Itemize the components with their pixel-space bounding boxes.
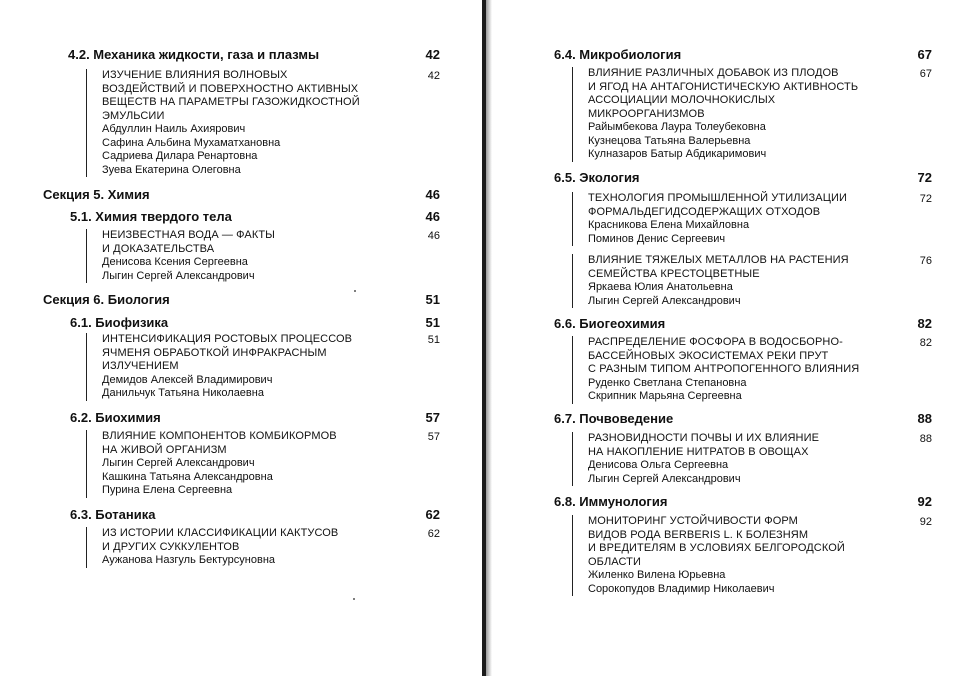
toc-entry: [572, 254, 849, 308]
entry-page-number: 67: [919, 68, 932, 80]
entry-title-line: ЭМУЛЬСИИ: [102, 109, 165, 122]
entry-author: Красникова Елена Михайловна: [588, 219, 750, 231]
toc-heading: 6.6. Биогеохимия: [554, 316, 666, 331]
entry-title-line: ВОЗДЕЙСТВИЙ И ПОВЕРХНОСТНО АКТИВНЫХ: [102, 82, 359, 95]
toc-heading-page: 72: [917, 170, 932, 185]
entry-author: Аужанова Назгуль Бектурсуновна: [102, 554, 276, 566]
toc-heading-page: 51: [425, 315, 440, 330]
toc-entry: [86, 69, 360, 177]
entry-page-number: 72: [919, 193, 932, 205]
entry-author: Пурина Елена Сергеевна: [102, 484, 233, 496]
entry-title-line: МОНИТОРИНГ УСТОЙЧИВОСТИ ФОРМ: [588, 515, 798, 527]
entry-title-line: НЕИЗВЕСТНАЯ ВОДА — ФАКТЫ: [102, 229, 275, 241]
toc-heading-page: 42: [425, 47, 440, 62]
toc-heading: 6.3. Ботаника: [70, 507, 156, 522]
entry-page-number: 76: [919, 255, 932, 267]
toc-heading-page: 67: [917, 47, 932, 62]
entry-title-line: НА НАКОПЛЕНИЕ НИТРАТОВ В ОВОЩАХ: [588, 445, 809, 458]
entry-title-line: И ДОКАЗАТЕЛЬСТВА: [102, 242, 215, 255]
entry-author: Райымбекова Лаура Толеубековна: [588, 121, 766, 133]
right-page: [492, 0, 968, 676]
toc-heading: 6.4. Микробиология: [554, 47, 682, 62]
entry-title-line: И ВРЕДИТЕЛЯМ В УСЛОВИЯХ БЕЛГОРОДСКОЙ: [588, 542, 845, 554]
entry-page-number: 82: [919, 337, 932, 349]
toc-heading-page: 57: [425, 410, 440, 425]
toc-entry: [86, 333, 352, 401]
toc-heading: Секция 6. Биология: [43, 292, 170, 307]
entry-author: Данильчук Татьяна Николаевна: [102, 387, 264, 399]
entry-author: Лыгин Сергей Александрович: [588, 294, 741, 307]
toc-entry: [572, 192, 847, 246]
entry-page-number: 51: [427, 334, 440, 346]
toc-heading-page: 92: [917, 494, 932, 509]
entry-author: Скрипник Марьяна Сергеевна: [588, 390, 742, 402]
entry-title-line: ИЗУЧЕНИЕ ВЛИЯНИЯ ВОЛНОВЫХ: [102, 69, 288, 81]
entry-title-line: ЯЧМЕНЯ ОБРАБОТКОЙ ИНФРАКРАСНЫМ: [102, 346, 327, 359]
entry-page-number: 57: [427, 431, 440, 443]
toc-heading: 4.2. Механика жидкости, газа и плазмы: [68, 47, 320, 62]
entry-title-line: РАСПРЕДЕЛЕНИЕ ФОСФОРА В ВОДОСБОРНО-: [588, 336, 843, 348]
entry-author: Сафина Альбина Мухаматхановна: [102, 136, 281, 149]
toc-entry: [572, 336, 859, 404]
entry-title-line: С РАЗНЫМ ТИПОМ АНТРОПОГЕННОГО ВЛИЯНИЯ: [588, 363, 860, 375]
toc-heading-page: 46: [425, 187, 440, 202]
scan-speck: [354, 290, 356, 292]
entry-author: Денисова Ольга Сергеевна: [588, 459, 729, 471]
entry-title-line: И ДРУГИХ СУККУЛЕНТОВ: [102, 540, 240, 553]
entry-author: Абдуллин Наиль Ахиярович: [102, 123, 246, 135]
left-page: [0, 0, 480, 676]
entry-author: Денисова Ксения Сергеевна: [102, 256, 248, 268]
entry-title-line: ВИДОВ РОДА BERBERIS L. К БОЛЕЗНЯМ: [588, 528, 809, 541]
entry-title-line: ИНТЕНСИФИКАЦИЯ РОСТОВЫХ ПРОЦЕССОВ: [102, 333, 353, 345]
toc-heading: 6.5. Экология: [554, 170, 640, 185]
toc-entry: [86, 527, 338, 568]
entry-author: Демидов Алексей Владимирович: [102, 373, 273, 386]
entry-author: Сорокопудов Владимир Николаевич: [588, 582, 775, 595]
entry-author: Кузнецова Татьяна Валерьевна: [588, 134, 751, 147]
toc-entry: [572, 432, 819, 486]
toc-heading-page: 82: [917, 316, 932, 331]
entry-title-line: БАССЕЙНОВЫХ ЭКОСИСТЕМАХ РЕКИ ПРУТ: [588, 349, 829, 362]
entry-title-line: ИЗЛУЧЕНИЕМ: [102, 360, 179, 372]
toc-heading-page: 46: [425, 209, 440, 224]
scan-speck: [353, 598, 355, 600]
toc-heading: 6.7. Почвоведение: [554, 411, 674, 426]
toc-heading: Секция 5. Химия: [43, 187, 150, 202]
entry-page-number: 46: [427, 230, 440, 242]
entry-author: Лыгин Сергей Александрович: [588, 472, 741, 485]
entry-title-line: НА ЖИВОЙ ОРГАНИЗМ: [102, 443, 227, 456]
entry-title-line: ФОРМАЛЬДЕГИДСОДЕРЖАЩИХ ОТХОДОВ: [588, 205, 821, 218]
entry-author: Лыгин Сергей Александрович: [102, 457, 255, 469]
toc-entry: [86, 430, 337, 498]
entry-author: Жиленко Вилена Юрьевна: [588, 569, 726, 581]
entry-title-line: АССОЦИАЦИИ МОЛОЧНОКИСЛЫХ: [588, 94, 776, 106]
entry-page-number: 88: [919, 433, 932, 445]
entry-author: Кулназаров Батыр Абдикаримович: [588, 148, 767, 160]
entry-author: Яркаева Юлия Анатольевна: [588, 281, 733, 293]
entry-author: Руденко Светлана Степановна: [588, 376, 747, 389]
entry-author: Зуева Екатерина Олеговна: [102, 163, 241, 176]
entry-title-line: ИЗ ИСТОРИИ КЛАССИФИКАЦИИ КАКТУСОВ: [102, 527, 339, 539]
entry-title-line: МИКРООРГАНИЗМОВ: [588, 107, 705, 120]
entry-title-line: ОБЛАСТИ: [588, 555, 641, 568]
entry-title-line: ВЛИЯНИЕ РАЗЛИЧНЫХ ДОБАВОК ИЗ ПЛОДОВ: [588, 67, 839, 79]
toc-entry: [572, 515, 845, 596]
toc-heading: 5.1. Химия твердого тела: [70, 209, 232, 224]
entry-page-number: 42: [427, 70, 440, 82]
entry-author: Садриева Дилара Ренартовна: [102, 150, 258, 162]
entry-author: Лыгин Сергей Александрович: [102, 269, 255, 282]
entry-author: Кашкина Татьяна Александровна: [102, 470, 273, 483]
toc-heading: 6.1. Биофизика: [70, 315, 169, 330]
entry-title-line: СЕМЕЙСТВА КРЕСТОЦВЕТНЫЕ: [588, 267, 760, 280]
toc-entry: [572, 67, 858, 162]
toc-heading: 6.2. Биохимия: [70, 410, 161, 425]
toc-heading-page: 88: [917, 411, 932, 426]
entry-author: Поминов Денис Сергеевич: [588, 232, 726, 245]
entry-title-line: ТЕХНОЛОГИЯ ПРОМЫШЛЕННОЙ УТИЛИЗАЦИИ: [588, 192, 847, 204]
entry-title-line: РАЗНОВИДНОСТИ ПОЧВЫ И ИХ ВЛИЯНИЕ: [588, 432, 820, 444]
entry-title-line: ВЛИЯНИЕ ТЯЖЕЛЫХ МЕТАЛЛОВ НА РАСТЕНИЯ: [588, 254, 849, 266]
entry-title-line: ВЕЩЕСТВ НА ПАРАМЕТРЫ ГАЗОЖИДКОСТНОЙ: [102, 96, 360, 108]
entry-page-number: 62: [427, 528, 440, 540]
toc-heading-page: 51: [425, 292, 440, 307]
toc-entry: [86, 229, 275, 283]
toc-heading: 6.8. Иммунология: [554, 494, 668, 509]
toc-heading-page: 62: [425, 507, 440, 522]
entry-page-number: 92: [919, 516, 932, 528]
entry-title-line: ВЛИЯНИЕ КОМПОНЕНТОВ КОМБИКОРМОВ: [102, 430, 337, 442]
entry-title-line: И ЯГОД НА АНТАГОНИСТИЧЕСКУЮ АКТИВНОСТЬ: [588, 80, 859, 93]
